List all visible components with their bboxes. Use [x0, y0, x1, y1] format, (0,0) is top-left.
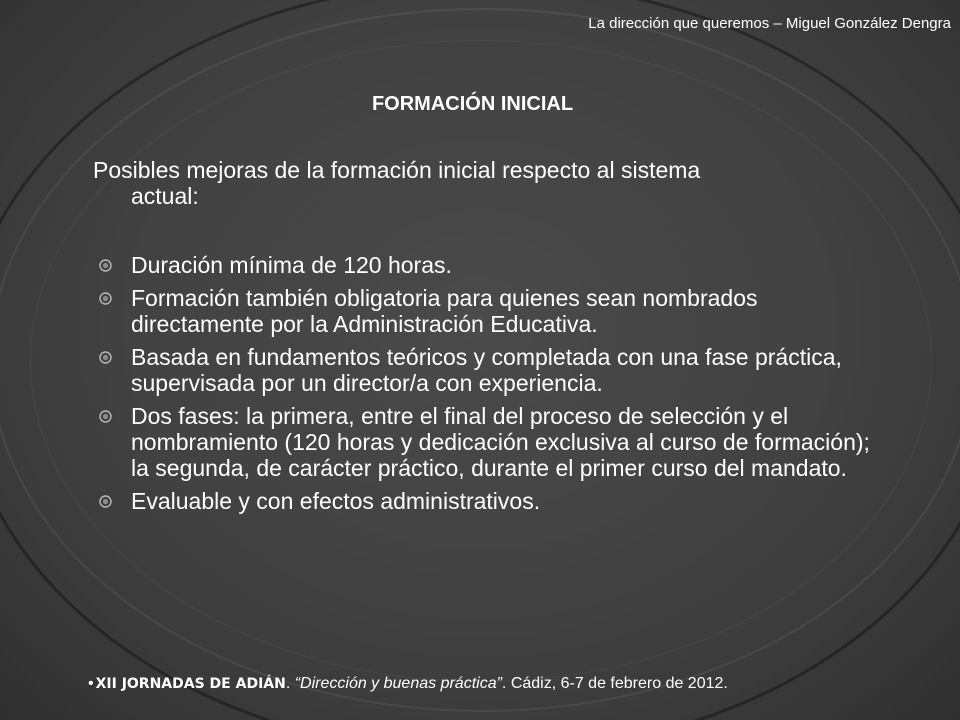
- list-item: [93, 252, 893, 278]
- footer-details: . Cádiz, 6-7 de febrero de 2012.: [501, 675, 728, 692]
- bullet-list: [93, 252, 893, 521]
- list-item: [93, 344, 893, 396]
- circled-dot-bullet-icon: [99, 292, 112, 305]
- intro-line-1: Posibles mejoras de la formación inicial respecto al sistema: [93, 157, 701, 183]
- circled-dot-bullet-icon: [99, 495, 112, 508]
- circled-dot-bullet-icon: [99, 351, 112, 364]
- circled-dot-bullet-icon: [99, 410, 112, 423]
- footer-theme: “Dirección y buenas práctica”: [294, 675, 502, 692]
- slide-title: FORMACIÓN INICIAL: [371, 93, 574, 115]
- circled-dot-bullet-icon: [99, 259, 112, 272]
- intro-text: [93, 157, 893, 209]
- list-item-text: Basada en fundamentos teóricos y completada con una fase práctica, supervisada por un director/a con experiencia.: [131, 344, 842, 396]
- list-item-text: Formación también obligatoria para quienes sean nombrados directamente por la Administración Educativa.: [131, 285, 758, 337]
- footer-event: XII JORNADAS DE ADIÁN: [95, 676, 286, 692]
- footer-separator: .: [285, 675, 295, 692]
- list-item-text: Evaluable y con efectos administrativos.: [131, 488, 541, 514]
- list-item-text: Dos fases: la primera, entre el final del proceso de selección y el nombramiento (120 horas y dedicación exclusiva al curso de formación); la segunda, de carácter práctico, durante el primer curso del mandato.: [131, 403, 870, 481]
- list-item: [93, 403, 893, 481]
- list-item: [93, 285, 893, 337]
- footer-bullet: •: [88, 675, 94, 692]
- footer-note: [88, 675, 728, 693]
- list-item-text: Duración mínima de 120 horas.: [131, 252, 452, 278]
- intro-line-2: actual:: [131, 183, 199, 209]
- header-note: La dirección que queremos – Miguel González Dengra: [588, 15, 951, 32]
- list-item: [93, 488, 893, 514]
